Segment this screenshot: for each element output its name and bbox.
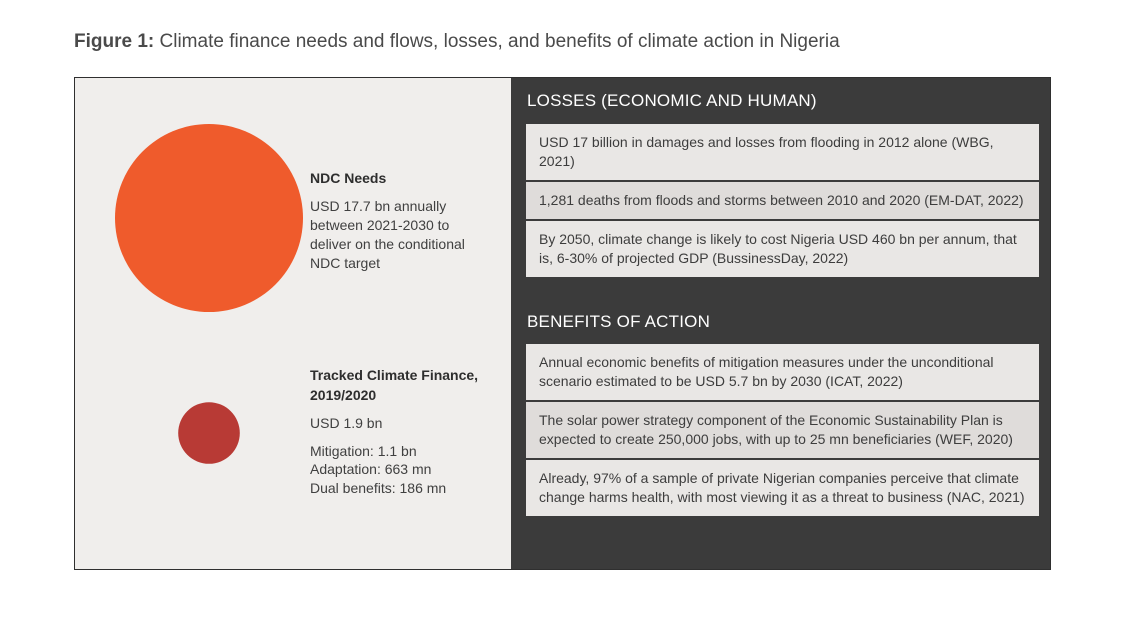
bubble-chart (75, 78, 511, 571)
benefits-item: The solar power strategy component of the Economic Sustainability Plan is expected to create 250,000 jobs, with up to 25 mn beneficiaries (WEF, 2020) (526, 402, 1039, 458)
tracked-finance-bubble (178, 402, 240, 464)
figure-label: Figure 1: (74, 31, 155, 52)
benefits-item: Already, 97% of a sample of private Nigerian companies perceive that climate change harms health, with most viewing it as a threat to business (NAC, 2021) (526, 460, 1039, 516)
finance-panel (75, 78, 511, 569)
mitigation-value: Mitigation: 1.1 bn (310, 442, 417, 459)
adaptation-value: Adaptation: 663 mn (310, 461, 432, 477)
benefits-title: BENEFITS OF ACTION (527, 312, 711, 331)
losses-item: USD 17 billion in damages and losses from flooding in 2012 alone (WBG, 2021) (526, 124, 1039, 180)
ndc-needs-heading: NDC Needs (310, 170, 387, 186)
dual-benefits-value: Dual benefits: 186 mn (310, 479, 447, 496)
losses-item: 1,281 deaths from floods and storms between 2010 and 2020 (EM-DAT, 2022) (526, 182, 1039, 219)
figure-frame (74, 77, 1051, 570)
losses-item: By 2050, climate change is likely to cost Nigeria USD 460 bn per annum, that is, 6-30% of projected GDP (BussinessDay, 2022) (526, 221, 1039, 277)
impacts-panel (511, 78, 1050, 569)
figure-title-text: Climate finance needs and flows, losses, and benefits of climate action in Nigeria (159, 31, 840, 52)
ndc-needs-bubble (115, 124, 303, 312)
tracked-finance-heading: Tracked Climate Finance, 2019/2020 (310, 367, 479, 403)
losses-title: LOSSES (ECONOMIC AND HUMAN) (527, 91, 817, 110)
figure-title (74, 31, 840, 53)
ndc-needs-block (310, 168, 485, 273)
benefits-list (526, 344, 1039, 518)
tracked-finance-total: USD 1.9 bn (310, 415, 383, 431)
benefits-item: Annual economic benefits of mitigation measures under the unconditional scenario estimated to be USD 5.7 bn by 2030 (ICAT, 2022) (526, 344, 1039, 400)
losses-list (526, 124, 1039, 279)
ndc-needs-description: USD 17.7 bn annually between 2021-2030 to deliver on the conditional NDC target (310, 198, 465, 271)
tracked-finance-block (310, 365, 505, 497)
